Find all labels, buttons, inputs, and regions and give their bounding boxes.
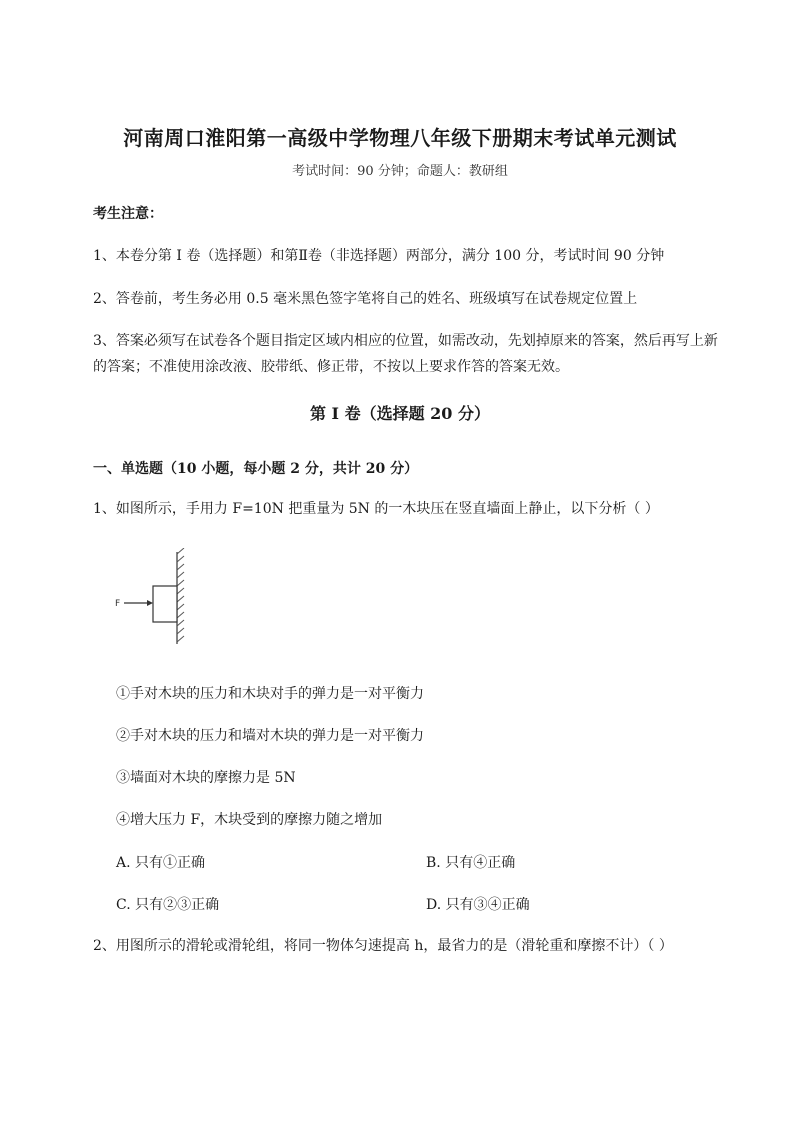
force-diagram: [110, 548, 200, 652]
question-2-stem: 2、用图所示的滑轮或滑轮组，将同一物体匀速提高 h，最省力的是（滑轮重和摩擦不计）（ ）: [93, 938, 673, 954]
statement-3: ③墙面对木块的摩擦力是 5N: [116, 770, 296, 786]
section-title: 第 I 卷（选择题 20 分）: [309, 404, 491, 423]
notice-heading: 考生注意：: [93, 206, 163, 222]
statement-4: ④增大压力 F，木块受到的摩擦力随之增加: [116, 812, 383, 828]
notice-item-3-cont: 的答案；不准使用涂改液、胶带纸、修正带，不按以上要求作答的答案无效。: [93, 359, 569, 375]
notice-item-2: 2、答卷前，考生务必用 0.5 毫米黑色签字笔将自己的姓名、班级填写在试卷规定位置上: [93, 291, 638, 307]
wall-hatching: [177, 548, 184, 642]
arrow-head: [147, 600, 153, 606]
wall-block-figure: [110, 548, 200, 648]
option-d: D. 只有③④正确: [426, 897, 530, 913]
page-title: 河南周口淮阳第一高级中学物理八年级下册期末考试单元测试: [123, 126, 677, 150]
option-a: A. 只有①正确: [116, 855, 206, 871]
question-1-stem: 1、如图所示，手用力 F=10N 把重量为 5N 的一木块压在竖直墙面上静止，以下分析（ ）: [93, 501, 659, 517]
part-heading: 一、单选题（10 小题，每小题 2 分，共计 20 分）: [93, 461, 419, 477]
option-c: C. 只有②③正确: [116, 897, 220, 913]
option-b: B. 只有④正确: [426, 855, 516, 871]
statement-2: ②手对木块的压力和墙对木块的弹力是一对平衡力: [116, 728, 424, 744]
force-label: F: [115, 599, 121, 609]
exam-info: 考试时间：90 分钟；命题人：教研组: [292, 164, 508, 179]
statement-1: ①手对木块的压力和木块对手的弹力是一对平衡力: [116, 686, 424, 702]
wooden-block: [153, 586, 177, 622]
notice-item-3: 3、答案必须写在试卷各个题目指定区域内相应的位置，如需改动，先划掉原来的答案，然后再写上新: [93, 333, 718, 349]
notice-item-1: 1、本卷分第 I 卷（选择题）和第Ⅱ卷（非选择题）两部分，满分 100 分，考试时间 90 分钟: [93, 248, 665, 264]
